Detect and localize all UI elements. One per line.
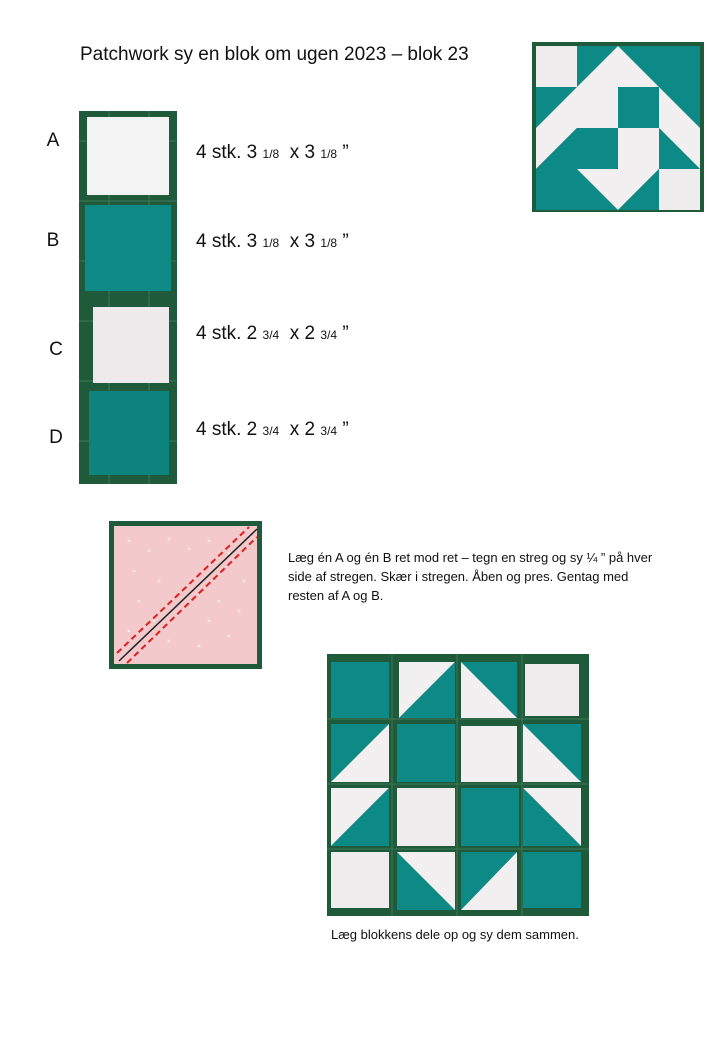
piece-letter-c: C <box>49 339 63 360</box>
layout-caption: Læg blokkens dele op og sy dem sammen. <box>331 927 579 942</box>
hst-stitch-photo <box>109 521 262 669</box>
finished-block-photo <box>532 42 704 212</box>
piece-letter-b: B <box>46 230 60 251</box>
page-title: Patchwork sy en blok om ugen 2023 – blok 23 <box>80 44 469 65</box>
piece-letter-d: D <box>49 427 63 448</box>
instruction-text: Læg én A og én B ret mod ret – tegn en streg og sy ¼ ” på hver side af stregen. Skær i stregen. Åben og pres. Gentag med resten af A og B. <box>288 550 653 603</box>
block-layout-photo <box>327 654 589 916</box>
swatch-b <box>85 205 171 291</box>
piece-spec-c: 4 stk. 2 3/4 x 2 3/4 ” <box>196 323 349 344</box>
swatch-a <box>87 117 169 195</box>
piece-spec-a: 4 stk. 3 1/8 x 3 1/8 ” <box>196 142 349 163</box>
piece-letter-a: A <box>46 130 60 151</box>
piece-spec-d: 4 stk. 2 3/4 x 2 3/4 ” <box>196 419 349 440</box>
fabric-swatches-photo <box>79 111 177 484</box>
swatch-d <box>89 391 169 475</box>
piece-spec-b: 4 stk. 3 1/8 x 3 1/8 ” <box>196 231 349 252</box>
swatch-c <box>93 307 169 383</box>
